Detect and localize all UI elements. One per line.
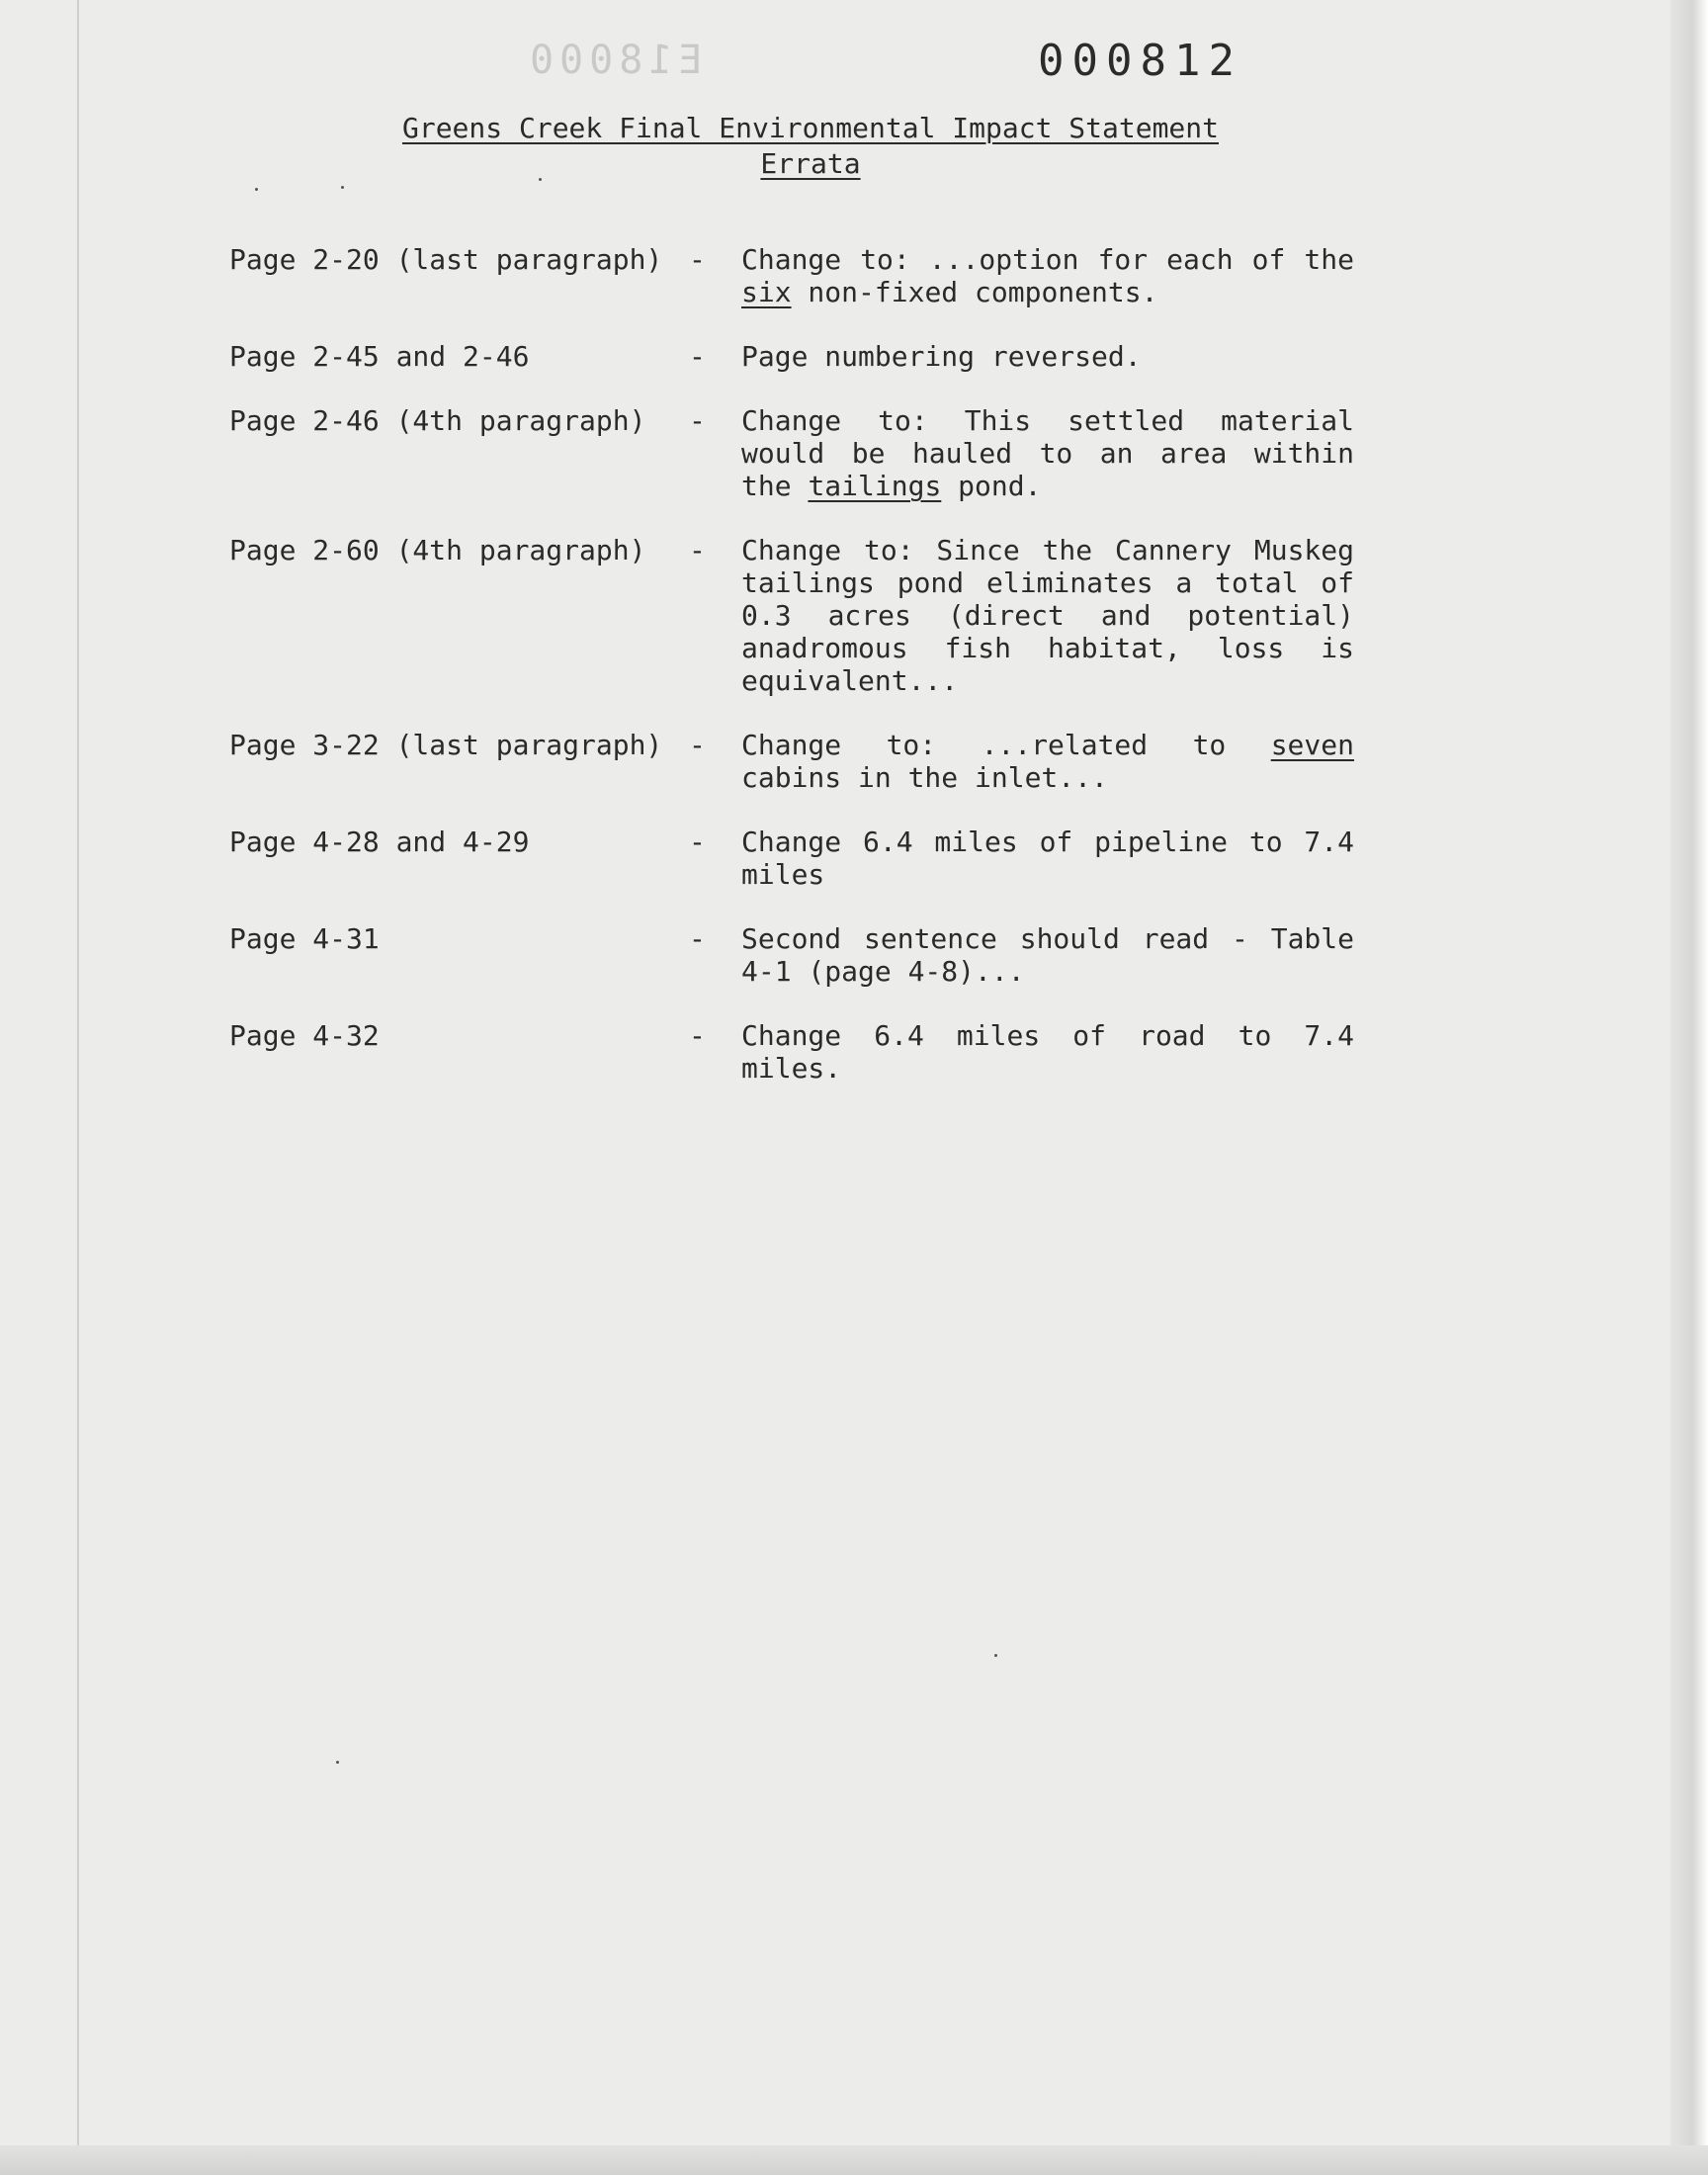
- underlined-word: tailings: [808, 470, 942, 502]
- errata-entry: [229, 243, 1475, 308]
- scan-speck: [255, 188, 258, 191]
- errata-entry: [229, 340, 1475, 373]
- errata-entry: [229, 1019, 1475, 1085]
- errata-page-reference: Page 2-45 and 2-46: [229, 340, 530, 373]
- underlined-word: six: [741, 276, 792, 308]
- errata-correction-text: [741, 404, 1354, 502]
- scan-shadow-left: [77, 0, 79, 2175]
- errata-page-reference: Page 2-20 (last paragraph): [229, 243, 663, 276]
- scan-speck: [341, 186, 344, 189]
- scan-speck: [539, 178, 542, 181]
- errata-entry: [229, 534, 1475, 697]
- errata-correction-text: [741, 243, 1354, 308]
- errata-dash: -: [689, 340, 706, 373]
- correction-text-part: Change to: This settled material would be hauled to an area within the: [741, 404, 1354, 502]
- errata-page-reference: Page 2-46 (4th paragraph): [229, 404, 646, 437]
- document-title: Greens Creek Final Environmental Impact Statement: [401, 112, 1219, 144]
- underlined-word: seven: [1270, 729, 1354, 761]
- scan-edge-right: [1670, 0, 1708, 2175]
- title-block: [297, 111, 1324, 182]
- correction-text-part: cabins in the inlet...: [741, 761, 1108, 794]
- errata-page-reference: Page 4-32: [229, 1019, 380, 1052]
- errata-page-reference: Page 3-22 (last paragraph): [229, 729, 663, 761]
- bleed-through-number: E18000: [524, 38, 703, 83]
- correction-text-part: Change 6.4 miles of road to 7.4 miles.: [741, 1019, 1354, 1085]
- errata-correction-text: [741, 534, 1354, 697]
- correction-text-part: pond.: [941, 470, 1042, 502]
- errata-list: [229, 243, 1475, 1116]
- correction-text-part: Change to: ...related to: [741, 729, 1271, 761]
- errata-dash: -: [689, 922, 706, 955]
- correction-text-part: Page numbering reversed.: [741, 340, 1142, 373]
- document-number: 000812: [1038, 36, 1242, 86]
- errata-entry: [229, 826, 1475, 891]
- errata-correction-text: [741, 729, 1354, 794]
- errata-correction-text: [741, 922, 1354, 988]
- correction-text-part: non-fixed components.: [791, 276, 1158, 308]
- errata-dash: -: [689, 1019, 706, 1052]
- errata-dash: -: [689, 534, 706, 566]
- errata-correction-text: [741, 340, 1354, 373]
- errata-dash: -: [689, 404, 706, 437]
- errata-dash: -: [689, 243, 706, 276]
- scan-speck: [336, 1761, 339, 1764]
- errata-dash: -: [689, 826, 706, 858]
- correction-text-part: Change 6.4 miles of pipeline to 7.4 miles: [741, 826, 1354, 891]
- errata-correction-text: [741, 826, 1354, 891]
- errata-entry: [229, 922, 1475, 988]
- errata-correction-text: [741, 1019, 1354, 1085]
- document-subtitle: Errata: [760, 147, 861, 180]
- errata-dash: -: [689, 729, 706, 761]
- scan-edge-bottom: [0, 2145, 1708, 2175]
- scan-speck: [994, 1654, 997, 1657]
- errata-entry: [229, 729, 1475, 794]
- errata-page-reference: Page 2-60 (4th paragraph): [229, 534, 646, 566]
- errata-page-reference: Page 4-28 and 4-29: [229, 826, 530, 858]
- errata-page-reference: Page 4-31: [229, 922, 380, 955]
- correction-text-part: Change to: Since the Cannery Muskeg tailings pond eliminates a total of 0.3 acres (direct and potential) anadromous fish habitat, loss is equivalent...: [741, 534, 1354, 697]
- errata-entry: [229, 404, 1475, 502]
- correction-text-part: Second sentence should read - Table 4-1 (page 4-8)...: [741, 922, 1354, 988]
- correction-text-part: Change to: ...option for each of the: [741, 243, 1354, 276]
